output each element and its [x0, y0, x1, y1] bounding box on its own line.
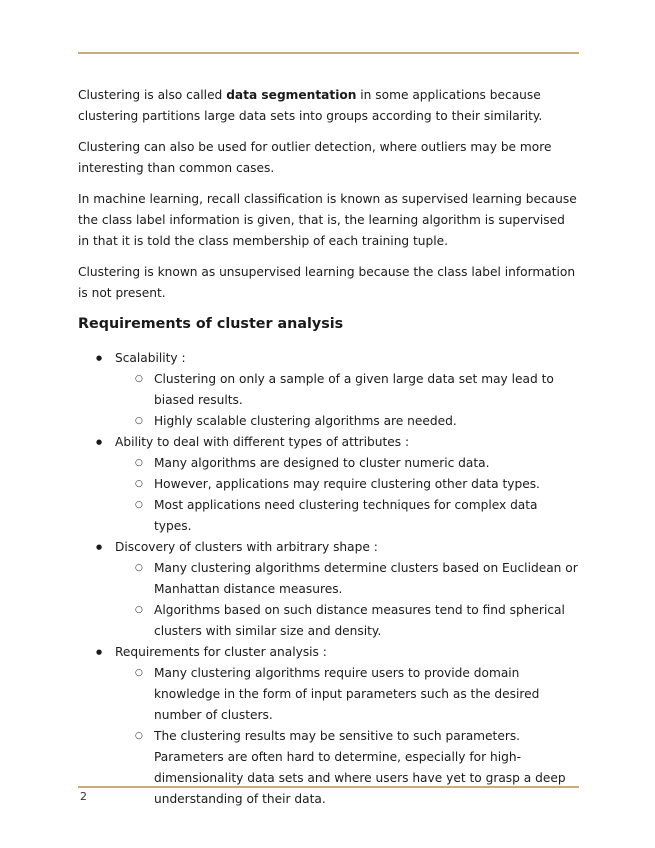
list-item-label: Ability to deal with different types of attributes : — [115, 435, 410, 449]
bold-term: data segmentation — [226, 88, 357, 102]
sub-list-item: ○ Clustering on only a sample of a given large data set may lead to biased results. — [115, 369, 578, 411]
sub-list-item: ○ Many algorithms are designed to cluster numeric data. — [115, 453, 578, 474]
sub-list — [115, 453, 578, 537]
list-item-label: Discovery of clusters with arbitrary shape : — [115, 540, 378, 554]
list-item — [78, 537, 578, 642]
paragraph-unsupervised: Clustering is known as unsupervised learning because the class label information is not present. — [78, 265, 576, 300]
section-heading: Requirements of cluster analysis — [78, 316, 344, 332]
paragraph-supervised: In machine learning, recall classification is known as supervised learning because the class label information is given, that is, the learning algorithm is supervised in that it is told the class membership of each training tuple. — [78, 192, 577, 248]
list-item — [78, 642, 578, 810]
sub-list-item: ○ Algorithms based on such distance measures tend to find spherical clusters with similar size and density. — [115, 600, 578, 642]
paragraph-data-segmentation — [78, 85, 578, 127]
footer-rule — [78, 786, 579, 788]
paragraph-outlier: Clustering can also be used for outlier detection, where outliers may be more interesting than common cases. — [78, 140, 552, 175]
paragraph-text: Clustering is also called — [78, 88, 227, 102]
header-rule — [78, 52, 579, 54]
sub-list-item: ○ Many clustering algorithms determine clusters based on Euclidean or Manhattan distance measures. — [115, 558, 578, 600]
list-item — [78, 348, 578, 432]
page-number: 2 — [80, 790, 87, 803]
sub-list — [115, 369, 578, 432]
sub-list-item: ○ Many clustering algorithms require users to provide domain knowledge in the form of input parameters such as the desired number of clusters. — [115, 663, 578, 726]
sub-list — [115, 558, 578, 642]
paragraph-text: in some applications because clustering partitions large data sets into groups according to their similarity. — [78, 88, 543, 123]
sub-list-item: ○ Highly scalable clustering algorithms are needed. — [115, 411, 578, 432]
page-content — [78, 85, 578, 810]
sub-list-item: ○ The clustering results may be sensitive to such parameters. Parameters are often hard to determine, especially for high-dimensionality data sets and where users have yet to grasp a deep understanding of their data. — [115, 726, 578, 810]
requirements-list — [78, 348, 578, 810]
list-item — [78, 432, 578, 537]
sub-list-item: ○ Most applications need clustering techniques for complex data types. — [115, 495, 578, 537]
sub-list-item: ○ However, applications may require clustering other data types. — [115, 474, 578, 495]
list-item-label: Requirements for cluster analysis : — [115, 645, 327, 659]
list-item-label: Scalability : — [115, 351, 186, 365]
